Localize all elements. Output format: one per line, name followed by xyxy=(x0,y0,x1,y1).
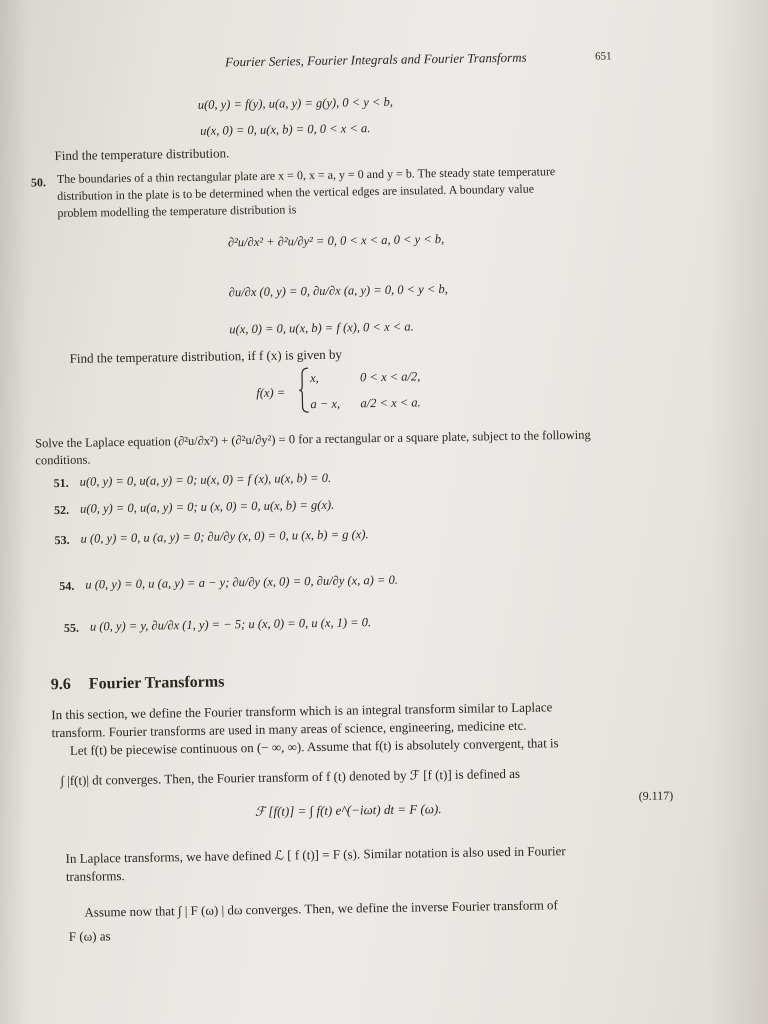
piecewise-lhs: f(x) = xyxy=(256,385,286,400)
section-title: Fourier Transforms xyxy=(88,673,225,693)
piece-2-condition: a/2 < x < a. xyxy=(360,395,421,411)
piece-1-expression: x, xyxy=(309,370,319,386)
running-title: Fourier Series, Fourier Integrals and Fourier Transforms xyxy=(224,49,527,70)
section-para-2-line-1: In Laplace transforms, we have defined ℒ [ f (t)] = F (s). Similar notation is also used in Fourier xyxy=(65,843,566,866)
problem-50-number: 50. xyxy=(30,175,47,190)
laplace-intro-line-2: conditions. xyxy=(35,452,91,468)
problem-54-text: u (0, y) = 0, u (a, y) = a − y; ∂u/∂y (x, 0) = 0, ∂u/∂y (x, a) = 0. xyxy=(85,572,399,592)
find-temperature-1: Find the temperature distribution. xyxy=(54,145,230,164)
bc-line-2: u(x, 0) = 0, u(x, b) = 0, 0 < x < a. xyxy=(200,121,371,138)
section-para-3: Assume now that ∫ | F (ω) | dω converges. Then, we define the inverse Fourier transform of xyxy=(84,897,558,920)
find-temperature-2: Find the temperature distribution, if f (x) is given by xyxy=(69,346,343,366)
piece-2-expression: a − x, xyxy=(310,396,341,412)
piece-1-condition: 0 < x < a/2, xyxy=(359,369,421,385)
problem-53-number: 53. xyxy=(54,532,70,548)
absolute-integral-line: ∫ |f(t)| dt converges. Then, the Fourier transform of f (t) denoted by ℱ [f (t)] is defined as xyxy=(60,765,521,789)
section-para-1-line-3: Let f(t) be piecewise continuous on (− ∞, ∞). Assume that f(t) is absolutely convergent, that is xyxy=(69,735,559,758)
problem-52-text: u(0, y) = 0, u(a, y) = 0; u (x, 0) = 0, u(x, b) = g(x). xyxy=(79,497,335,516)
problem-50-line-2: distribution in the plate is to be determined when the vertical edges are insulated. A boundary value xyxy=(57,181,535,204)
problem-52-number: 52. xyxy=(54,502,70,518)
section-number: 9.6 xyxy=(50,675,71,694)
problem-55-text: u (0, y) = y, ∂u/∂x (1, y) = − 5; u (x, 0) = 0, u (x, 1) = 0. xyxy=(89,615,372,634)
neumann-conditions: ∂u/∂x (0, y) = 0, ∂u/∂x (a, y) = 0, 0 < y < b, xyxy=(228,281,448,300)
problem-51-number: 51. xyxy=(53,475,69,491)
equation-number: (9.117) xyxy=(638,788,674,803)
section-para-3-end: F (ω) as xyxy=(68,928,111,944)
section-para-1-line-2: transform. Fourier transforms are used in many areas of science, engineering, medicine etc. xyxy=(51,717,527,741)
fourier-transform-definition: ℱ [f(t)] = ∫ f(t) e^(−iωt) dt = F (ω). xyxy=(254,801,442,820)
dirichlet-conditions: u(x, 0) = 0, u(x, b) = f (x), 0 < x < a. xyxy=(229,319,414,337)
problem-54-number: 54. xyxy=(59,578,75,594)
page-number: 651 xyxy=(594,50,612,63)
pde-equation: ∂²u/∂x² + ∂²u/∂y² = 0, 0 < x < a, 0 < y < b, xyxy=(227,231,445,250)
laplace-intro-line-1: Solve the Laplace equation (∂²u/∂x²) + (∂²u/∂y²) = 0 for a rectangular or a square plate, subject to the following xyxy=(34,427,591,451)
problem-50-line-1: The boundaries of a thin rectangular plate are x = 0, x = a, y = 0 and y = b. The steady state temperature xyxy=(56,164,556,187)
problem-50-line-3: problem modelling the temperature distribution is xyxy=(57,202,297,221)
bc-line-1: u(0, y) = f(y), u(a, y) = g(y), 0 < y < b, xyxy=(197,94,393,112)
curly-brace-icon xyxy=(298,366,311,414)
section-para-1-line-1: In this section, we define the Fourier transform which is an integral transform similar to Laplace xyxy=(51,699,553,723)
section-para-2-line-2: transforms. xyxy=(65,868,125,884)
problem-51-text: u(0, y) = 0, u(a, y) = 0; u(x, 0) = f (x), u(x, b) = 0. xyxy=(79,470,332,489)
problem-55-number: 55. xyxy=(63,620,80,635)
problem-53-text: u (0, y) = 0, u (a, y) = 0; ∂u/∂y (x, 0) = 0, u (x, b) = g (x). xyxy=(80,527,369,546)
